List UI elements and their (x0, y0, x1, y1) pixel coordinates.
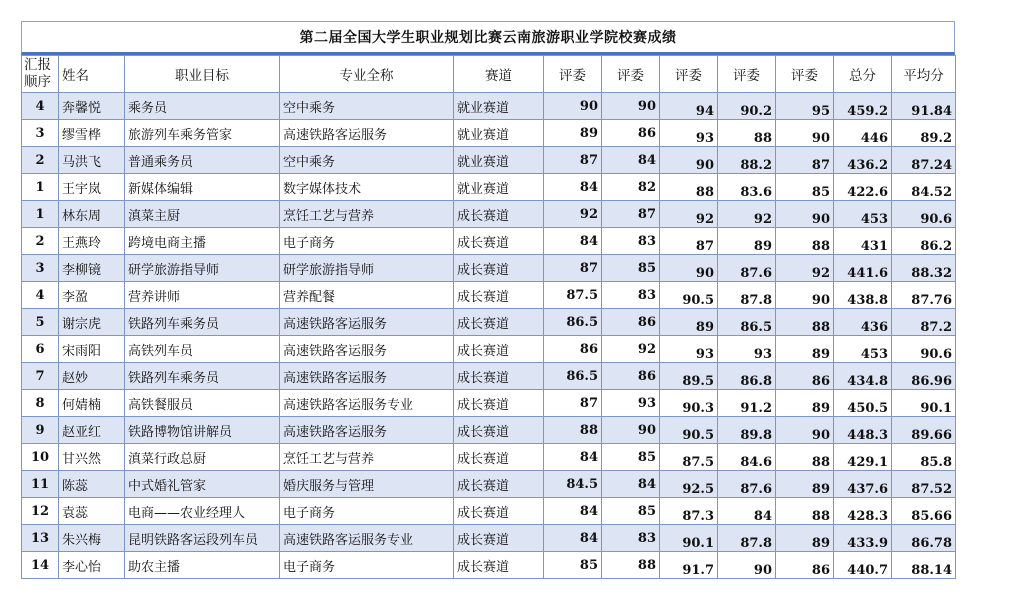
cell-judge-5: 88 (776, 498, 834, 525)
table-row (22, 471, 956, 498)
score-sheet (21, 21, 955, 579)
cell-order: 13 (22, 525, 59, 552)
cell-major: 烹饪工艺与营养 (280, 444, 454, 471)
cell-track: 成长赛道 (454, 552, 544, 579)
table-row (22, 282, 956, 309)
cell-judge-4: 83.6 (718, 174, 776, 201)
cell-judge-2: 84 (602, 471, 660, 498)
cell-judge-2: 82 (602, 174, 660, 201)
table-row (22, 120, 956, 147)
cell-total: 431 (834, 228, 892, 255)
cell-goal: 滇菜主厨 (125, 201, 280, 228)
cell-judge-1: 88 (544, 417, 602, 444)
cell-order: 2 (22, 147, 59, 174)
sheet-title: 第二届全国大学生职业规划比赛云南旅游职业学院校赛成绩 (21, 21, 955, 55)
cell-track: 就业赛道 (454, 147, 544, 174)
cell-name: 何婧楠 (59, 390, 125, 417)
cell-judge-3: 91.7 (660, 552, 718, 579)
cell-order: 5 (22, 309, 59, 336)
cell-major: 婚庆服务与管理 (280, 471, 454, 498)
cell-total: 446 (834, 120, 892, 147)
cell-total: 438.8 (834, 282, 892, 309)
cell-judge-3: 90.5 (660, 417, 718, 444)
table-row (22, 444, 956, 471)
cell-judge-1: 86 (544, 336, 602, 363)
cell-name: 赵妙 (59, 363, 125, 390)
cell-judge-2: 86 (602, 120, 660, 147)
cell-track: 成长赛道 (454, 471, 544, 498)
cell-judge-5: 88 (776, 228, 834, 255)
table-row (22, 417, 956, 444)
cell-major: 营养配餐 (280, 282, 454, 309)
cell-track: 成长赛道 (454, 417, 544, 444)
cell-goal: 乘务员 (125, 93, 280, 120)
header-average: 平均分 (892, 56, 956, 93)
cell-judge-5: 89 (776, 471, 834, 498)
cell-average: 88.14 (892, 552, 956, 579)
cell-name: 王燕玲 (59, 228, 125, 255)
cell-judge-1: 86.5 (544, 363, 602, 390)
cell-judge-3: 87.5 (660, 444, 718, 471)
cell-judge-4: 87.8 (718, 525, 776, 552)
cell-judge-4: 87.6 (718, 255, 776, 282)
cell-total: 436.2 (834, 147, 892, 174)
cell-name: 甘兴然 (59, 444, 125, 471)
cell-judge-1: 84.5 (544, 471, 602, 498)
cell-track: 成长赛道 (454, 201, 544, 228)
cell-major: 高速铁路客运服务 (280, 120, 454, 147)
cell-judge-2: 83 (602, 228, 660, 255)
cell-judge-5: 89 (776, 390, 834, 417)
cell-judge-2: 85 (602, 498, 660, 525)
cell-goal: 铁路博物馆讲解员 (125, 417, 280, 444)
header-total: 总分 (834, 56, 892, 93)
cell-goal: 昆明铁路客运段列车员 (125, 525, 280, 552)
cell-track: 就业赛道 (454, 174, 544, 201)
cell-judge-2: 87 (602, 201, 660, 228)
cell-total: 433.9 (834, 525, 892, 552)
cell-name: 袁蕊 (59, 498, 125, 525)
cell-total: 459.2 (834, 93, 892, 120)
cell-judge-5: 87 (776, 147, 834, 174)
cell-goal: 跨境电商主播 (125, 228, 280, 255)
table-row (22, 498, 956, 525)
cell-judge-3: 88 (660, 174, 718, 201)
cell-judge-3: 89 (660, 309, 718, 336)
cell-total: 434.8 (834, 363, 892, 390)
table-row (22, 309, 956, 336)
cell-judge-4: 93 (718, 336, 776, 363)
cell-name: 李盈 (59, 282, 125, 309)
cell-average: 89.2 (892, 120, 956, 147)
cell-goal: 旅游列车乘务管家 (125, 120, 280, 147)
cell-track: 成长赛道 (454, 282, 544, 309)
cell-judge-5: 92 (776, 255, 834, 282)
cell-major: 高速铁路客运服务专业 (280, 390, 454, 417)
table-row (22, 363, 956, 390)
cell-judge-5: 85 (776, 174, 834, 201)
cell-judge-5: 90 (776, 417, 834, 444)
cell-judge-4: 84 (718, 498, 776, 525)
cell-judge-2: 92 (602, 336, 660, 363)
cell-goal: 助农主播 (125, 552, 280, 579)
cell-judge-1: 85 (544, 552, 602, 579)
cell-average: 85.66 (892, 498, 956, 525)
cell-name: 李柳镜 (59, 255, 125, 282)
header-major: 专业全称 (280, 56, 454, 93)
cell-major: 数字媒体技术 (280, 174, 454, 201)
cell-track: 就业赛道 (454, 93, 544, 120)
cell-order: 14 (22, 552, 59, 579)
cell-judge-3: 90.3 (660, 390, 718, 417)
cell-average: 90.1 (892, 390, 956, 417)
table-row (22, 255, 956, 282)
cell-name: 谢宗虎 (59, 309, 125, 336)
cell-goal: 研学旅游指导师 (125, 255, 280, 282)
cell-judge-1: 87 (544, 255, 602, 282)
table-row (22, 228, 956, 255)
cell-judge-1: 84 (544, 444, 602, 471)
cell-total: 429.1 (834, 444, 892, 471)
cell-name: 马洪飞 (59, 147, 125, 174)
cell-judge-1: 84 (544, 498, 602, 525)
cell-judge-2: 90 (602, 417, 660, 444)
cell-average: 90.6 (892, 336, 956, 363)
cell-track: 成长赛道 (454, 363, 544, 390)
cell-average: 85.8 (892, 444, 956, 471)
cell-order: 4 (22, 93, 59, 120)
cell-goal: 普通乘务员 (125, 147, 280, 174)
cell-track: 就业赛道 (454, 120, 544, 147)
cell-total: 437.6 (834, 471, 892, 498)
cell-judge-1: 92 (544, 201, 602, 228)
cell-judge-2: 85 (602, 444, 660, 471)
cell-judge-5: 88 (776, 444, 834, 471)
cell-order: 1 (22, 174, 59, 201)
cell-judge-5: 90 (776, 120, 834, 147)
cell-judge-4: 90.2 (718, 93, 776, 120)
cell-major: 电子商务 (280, 228, 454, 255)
cell-average: 86.78 (892, 525, 956, 552)
cell-name: 宋雨阳 (59, 336, 125, 363)
cell-order: 9 (22, 417, 59, 444)
cell-order: 12 (22, 498, 59, 525)
cell-judge-2: 83 (602, 525, 660, 552)
cell-major: 空中乘务 (280, 93, 454, 120)
cell-average: 87.76 (892, 282, 956, 309)
cell-average: 87.2 (892, 309, 956, 336)
cell-total: 453 (834, 201, 892, 228)
cell-major: 电子商务 (280, 498, 454, 525)
cell-average: 88.32 (892, 255, 956, 282)
cell-major: 高速铁路客运服务专业 (280, 525, 454, 552)
cell-judge-1: 90 (544, 93, 602, 120)
cell-track: 成长赛道 (454, 228, 544, 255)
cell-judge-1: 84 (544, 228, 602, 255)
cell-goal: 高铁餐服员 (125, 390, 280, 417)
cell-major: 空中乘务 (280, 147, 454, 174)
cell-judge-2: 84 (602, 147, 660, 174)
cell-average: 86.2 (892, 228, 956, 255)
cell-judge-3: 90.5 (660, 282, 718, 309)
cell-order: 6 (22, 336, 59, 363)
cell-judge-1: 87 (544, 390, 602, 417)
cell-total: 436 (834, 309, 892, 336)
cell-major: 高速铁路客运服务 (280, 417, 454, 444)
cell-name: 李心怡 (59, 552, 125, 579)
header-order: 汇报顺序 (22, 56, 59, 93)
cell-judge-2: 88 (602, 552, 660, 579)
cell-goal: 电商——农业经理人 (125, 498, 280, 525)
cell-major: 高速铁路客运服务 (280, 363, 454, 390)
header-judge-1: 评委 (544, 56, 602, 93)
cell-total: 422.6 (834, 174, 892, 201)
cell-name: 陈蕊 (59, 471, 125, 498)
cell-judge-4: 89.8 (718, 417, 776, 444)
cell-average: 91.84 (892, 93, 956, 120)
cell-name: 林东周 (59, 201, 125, 228)
cell-track: 成长赛道 (454, 309, 544, 336)
cell-name: 缪雪桦 (59, 120, 125, 147)
table-row (22, 93, 956, 120)
cell-judge-4: 84.6 (718, 444, 776, 471)
cell-name: 赵亚红 (59, 417, 125, 444)
header-judge-4: 评委 (718, 56, 776, 93)
cell-judge-3: 87.3 (660, 498, 718, 525)
cell-judge-3: 90 (660, 255, 718, 282)
cell-order: 11 (22, 471, 59, 498)
cell-judge-1: 87 (544, 147, 602, 174)
cell-track: 成长赛道 (454, 525, 544, 552)
cell-name: 朱兴梅 (59, 525, 125, 552)
cell-goal: 铁路列车乘务员 (125, 363, 280, 390)
cell-track: 成长赛道 (454, 498, 544, 525)
cell-total: 441.6 (834, 255, 892, 282)
cell-judge-3: 89.5 (660, 363, 718, 390)
cell-average: 87.24 (892, 147, 956, 174)
cell-average: 84.52 (892, 174, 956, 201)
cell-judge-3: 93 (660, 120, 718, 147)
table-row (22, 336, 956, 363)
cell-judge-2: 93 (602, 390, 660, 417)
cell-judge-3: 92.5 (660, 471, 718, 498)
cell-judge-4: 89 (718, 228, 776, 255)
cell-judge-4: 86.5 (718, 309, 776, 336)
cell-track: 成长赛道 (454, 390, 544, 417)
cell-judge-2: 83 (602, 282, 660, 309)
cell-major: 高速铁路客运服务 (280, 309, 454, 336)
cell-total: 428.3 (834, 498, 892, 525)
header-judge-2: 评委 (602, 56, 660, 93)
cell-judge-3: 90.1 (660, 525, 718, 552)
header-goal: 职业目标 (125, 56, 280, 93)
cell-order: 4 (22, 282, 59, 309)
cell-judge-4: 92 (718, 201, 776, 228)
cell-order: 2 (22, 228, 59, 255)
cell-order: 3 (22, 255, 59, 282)
cell-goal: 新媒体编辑 (125, 174, 280, 201)
cell-judge-4: 86.8 (718, 363, 776, 390)
cell-goal: 高铁列车员 (125, 336, 280, 363)
cell-judge-5: 89 (776, 525, 834, 552)
cell-average: 87.52 (892, 471, 956, 498)
cell-judge-5: 90 (776, 201, 834, 228)
table-row (22, 174, 956, 201)
cell-major: 烹饪工艺与营养 (280, 201, 454, 228)
header-row (22, 56, 956, 93)
cell-order: 10 (22, 444, 59, 471)
cell-order: 7 (22, 363, 59, 390)
header-track: 赛道 (454, 56, 544, 93)
cell-judge-5: 89 (776, 336, 834, 363)
cell-name: 奔馨悦 (59, 93, 125, 120)
table-row (22, 201, 956, 228)
cell-judge-2: 90 (602, 93, 660, 120)
cell-judge-5: 86 (776, 363, 834, 390)
cell-judge-3: 87 (660, 228, 718, 255)
cell-judge-3: 93 (660, 336, 718, 363)
cell-total: 453 (834, 336, 892, 363)
cell-order: 3 (22, 120, 59, 147)
table-row (22, 147, 956, 174)
cell-track: 成长赛道 (454, 255, 544, 282)
table-row (22, 390, 956, 417)
cell-total: 440.7 (834, 552, 892, 579)
cell-judge-4: 88 (718, 120, 776, 147)
cell-judge-5: 86 (776, 552, 834, 579)
cell-total: 450.5 (834, 390, 892, 417)
cell-goal: 滇菜行政总厨 (125, 444, 280, 471)
cell-judge-3: 92 (660, 201, 718, 228)
cell-judge-4: 91.2 (718, 390, 776, 417)
cell-order: 8 (22, 390, 59, 417)
cell-average: 90.6 (892, 201, 956, 228)
header-name: 姓名 (59, 56, 125, 93)
cell-judge-4: 87.6 (718, 471, 776, 498)
cell-major: 高速铁路客运服务 (280, 336, 454, 363)
cell-average: 86.96 (892, 363, 956, 390)
cell-judge-2: 85 (602, 255, 660, 282)
cell-goal: 铁路列车乘务员 (125, 309, 280, 336)
cell-judge-1: 84 (544, 525, 602, 552)
cell-order: 1 (22, 201, 59, 228)
cell-goal: 中式婚礼管家 (125, 471, 280, 498)
cell-judge-4: 90 (718, 552, 776, 579)
cell-major: 研学旅游指导师 (280, 255, 454, 282)
header-judge-3: 评委 (660, 56, 718, 93)
cell-judge-5: 88 (776, 309, 834, 336)
cell-judge-2: 86 (602, 309, 660, 336)
table-row (22, 552, 956, 579)
cell-judge-5: 90 (776, 282, 834, 309)
cell-judge-3: 90 (660, 147, 718, 174)
table-row (22, 525, 956, 552)
cell-judge-1: 87.5 (544, 282, 602, 309)
cell-judge-4: 87.8 (718, 282, 776, 309)
header-judge-5: 评委 (776, 56, 834, 93)
cell-average: 89.66 (892, 417, 956, 444)
cell-goal: 营养讲师 (125, 282, 280, 309)
cell-judge-1: 86.5 (544, 309, 602, 336)
score-table (21, 55, 956, 579)
cell-judge-5: 95 (776, 93, 834, 120)
cell-judge-2: 86 (602, 363, 660, 390)
cell-total: 448.3 (834, 417, 892, 444)
cell-judge-3: 94 (660, 93, 718, 120)
cell-major: 电子商务 (280, 552, 454, 579)
cell-track: 成长赛道 (454, 444, 544, 471)
cell-track: 成长赛道 (454, 336, 544, 363)
cell-judge-4: 88.2 (718, 147, 776, 174)
cell-judge-1: 89 (544, 120, 602, 147)
cell-name: 王宇岚 (59, 174, 125, 201)
cell-judge-1: 84 (544, 174, 602, 201)
